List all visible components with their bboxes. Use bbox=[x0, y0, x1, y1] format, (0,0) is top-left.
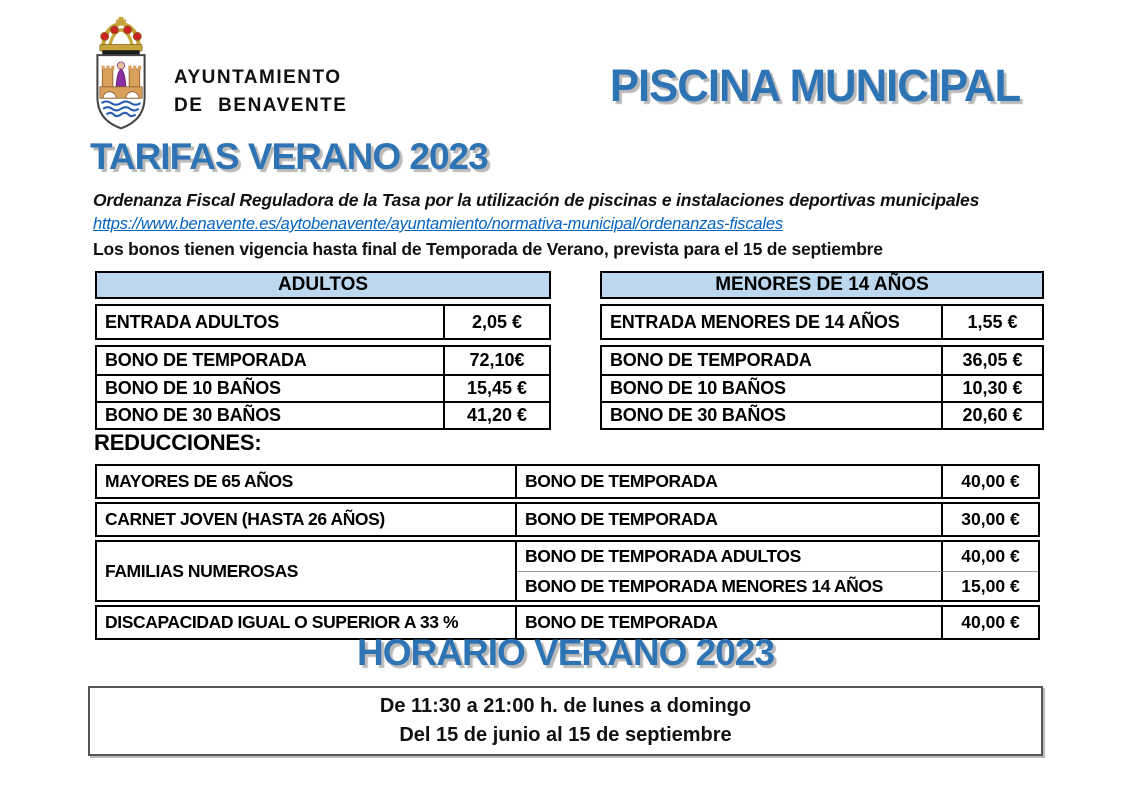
row-category: MAYORES DE 65 AÑOS bbox=[97, 466, 517, 497]
row-price: 36,05 € bbox=[962, 350, 1023, 370]
adults-table-header: ADULTOS bbox=[95, 271, 551, 299]
row-price: 15,00 € bbox=[943, 571, 1038, 600]
row-label: BONO DE 10 BAÑOS bbox=[97, 376, 445, 401]
brand-name-line1: AYUNTAMIENTO bbox=[174, 67, 342, 88]
reducciones-heading: REDUCCIONES: bbox=[94, 430, 262, 455]
bonos-note: Los bonos tienen vigencia hasta final de Temporada de Verano, prevista para el 15 de septiembre bbox=[93, 239, 883, 259]
horario-heading: HORARIO VERANO 2023 bbox=[357, 632, 774, 673]
adults-bonos-block bbox=[95, 345, 551, 430]
minors-table-header: MENORES DE 14 AÑOS bbox=[600, 271, 1044, 299]
brand-name-line2: DE BENAVENTE bbox=[174, 95, 348, 116]
row-label: ENTRADA ADULTOS bbox=[97, 306, 445, 338]
table-row bbox=[95, 304, 551, 340]
row-subrows bbox=[517, 542, 1038, 600]
table-row bbox=[602, 401, 1042, 428]
ordenanza-text: Ordenanza Fiscal Reguladora de la Tasa por la utilización de piscinas e instalaciones deportivas municipales bbox=[93, 190, 980, 210]
row-label: BONO DE 10 BAÑOS bbox=[602, 376, 943, 401]
ordenanzas-link[interactable]: https://www.benavente.es/aytobenavente/ayuntamiento/normativa-municipal/ordenanzas-fiscales bbox=[93, 215, 783, 233]
brand-header bbox=[80, 12, 347, 134]
row-label: BONO DE 30 BAÑOS bbox=[97, 403, 445, 428]
horario-box bbox=[88, 686, 1043, 756]
row-price: 20,60 € bbox=[962, 405, 1023, 425]
row-price: 41,20 € bbox=[466, 405, 528, 425]
table-row bbox=[602, 374, 1042, 401]
row-price: 15,45 € bbox=[466, 378, 528, 398]
row-item: BONO DE TEMPORADA MENORES 14 AÑOS bbox=[517, 571, 943, 600]
row-item: BONO DE TEMPORADA ADULTOS bbox=[517, 542, 943, 571]
row-category: DISCAPACIDAD IGUAL O SUPERIOR A 33 % bbox=[97, 607, 517, 638]
table-row bbox=[600, 304, 1044, 340]
table-row bbox=[95, 464, 1040, 499]
table-row-group bbox=[95, 540, 1040, 602]
brand-name bbox=[174, 67, 347, 117]
reducciones-table bbox=[95, 464, 1040, 640]
row-category: FAMILIAS NUMEROSAS bbox=[97, 542, 517, 600]
row-price: 30,00 € bbox=[961, 509, 1020, 529]
tarifas-heading: TARIFAS VERANO 2023 bbox=[90, 136, 488, 177]
city-crest-icon bbox=[80, 12, 162, 134]
minors-price-table bbox=[600, 271, 1044, 430]
row-label: BONO DE 30 BAÑOS bbox=[602, 403, 943, 428]
row-label: ENTRADA MENORES DE 14 AÑOS bbox=[602, 306, 943, 338]
row-price: 10,30 € bbox=[962, 378, 1023, 398]
horario-hours: De 11:30 a 21:00 h. de lunes a domingo bbox=[379, 695, 752, 717]
intro-paragraph bbox=[93, 190, 1053, 260]
table-row bbox=[97, 401, 549, 428]
table-row bbox=[97, 347, 549, 374]
table-row bbox=[97, 374, 549, 401]
table-row bbox=[95, 502, 1040, 537]
row-category: CARNET JOVEN (HASTA 26 AÑOS) bbox=[97, 504, 517, 535]
row-price: 40,00 € bbox=[961, 471, 1020, 491]
horario-dates: Del 15 de junio al 15 de septiembre bbox=[399, 724, 732, 746]
row-item: BONO DE TEMPORADA bbox=[517, 504, 943, 535]
row-label: BONO DE TEMPORADA bbox=[97, 347, 445, 374]
row-price: 72,10€ bbox=[469, 350, 525, 370]
row-item: BONO DE TEMPORADA bbox=[517, 607, 943, 638]
page-title: PISCINA MUNICIPAL bbox=[609, 60, 1021, 111]
row-item: BONO DE TEMPORADA bbox=[517, 466, 943, 497]
row-price: 2,05 € bbox=[471, 311, 523, 332]
row-price: 40,00 € bbox=[961, 612, 1020, 632]
row-price: 40,00 € bbox=[961, 546, 1020, 566]
table-row bbox=[602, 347, 1042, 374]
row-price: 1,55 € bbox=[967, 311, 1018, 332]
row-label: BONO DE TEMPORADA bbox=[602, 347, 943, 374]
adults-price-table bbox=[95, 271, 551, 430]
minors-bonos-block bbox=[600, 345, 1044, 430]
